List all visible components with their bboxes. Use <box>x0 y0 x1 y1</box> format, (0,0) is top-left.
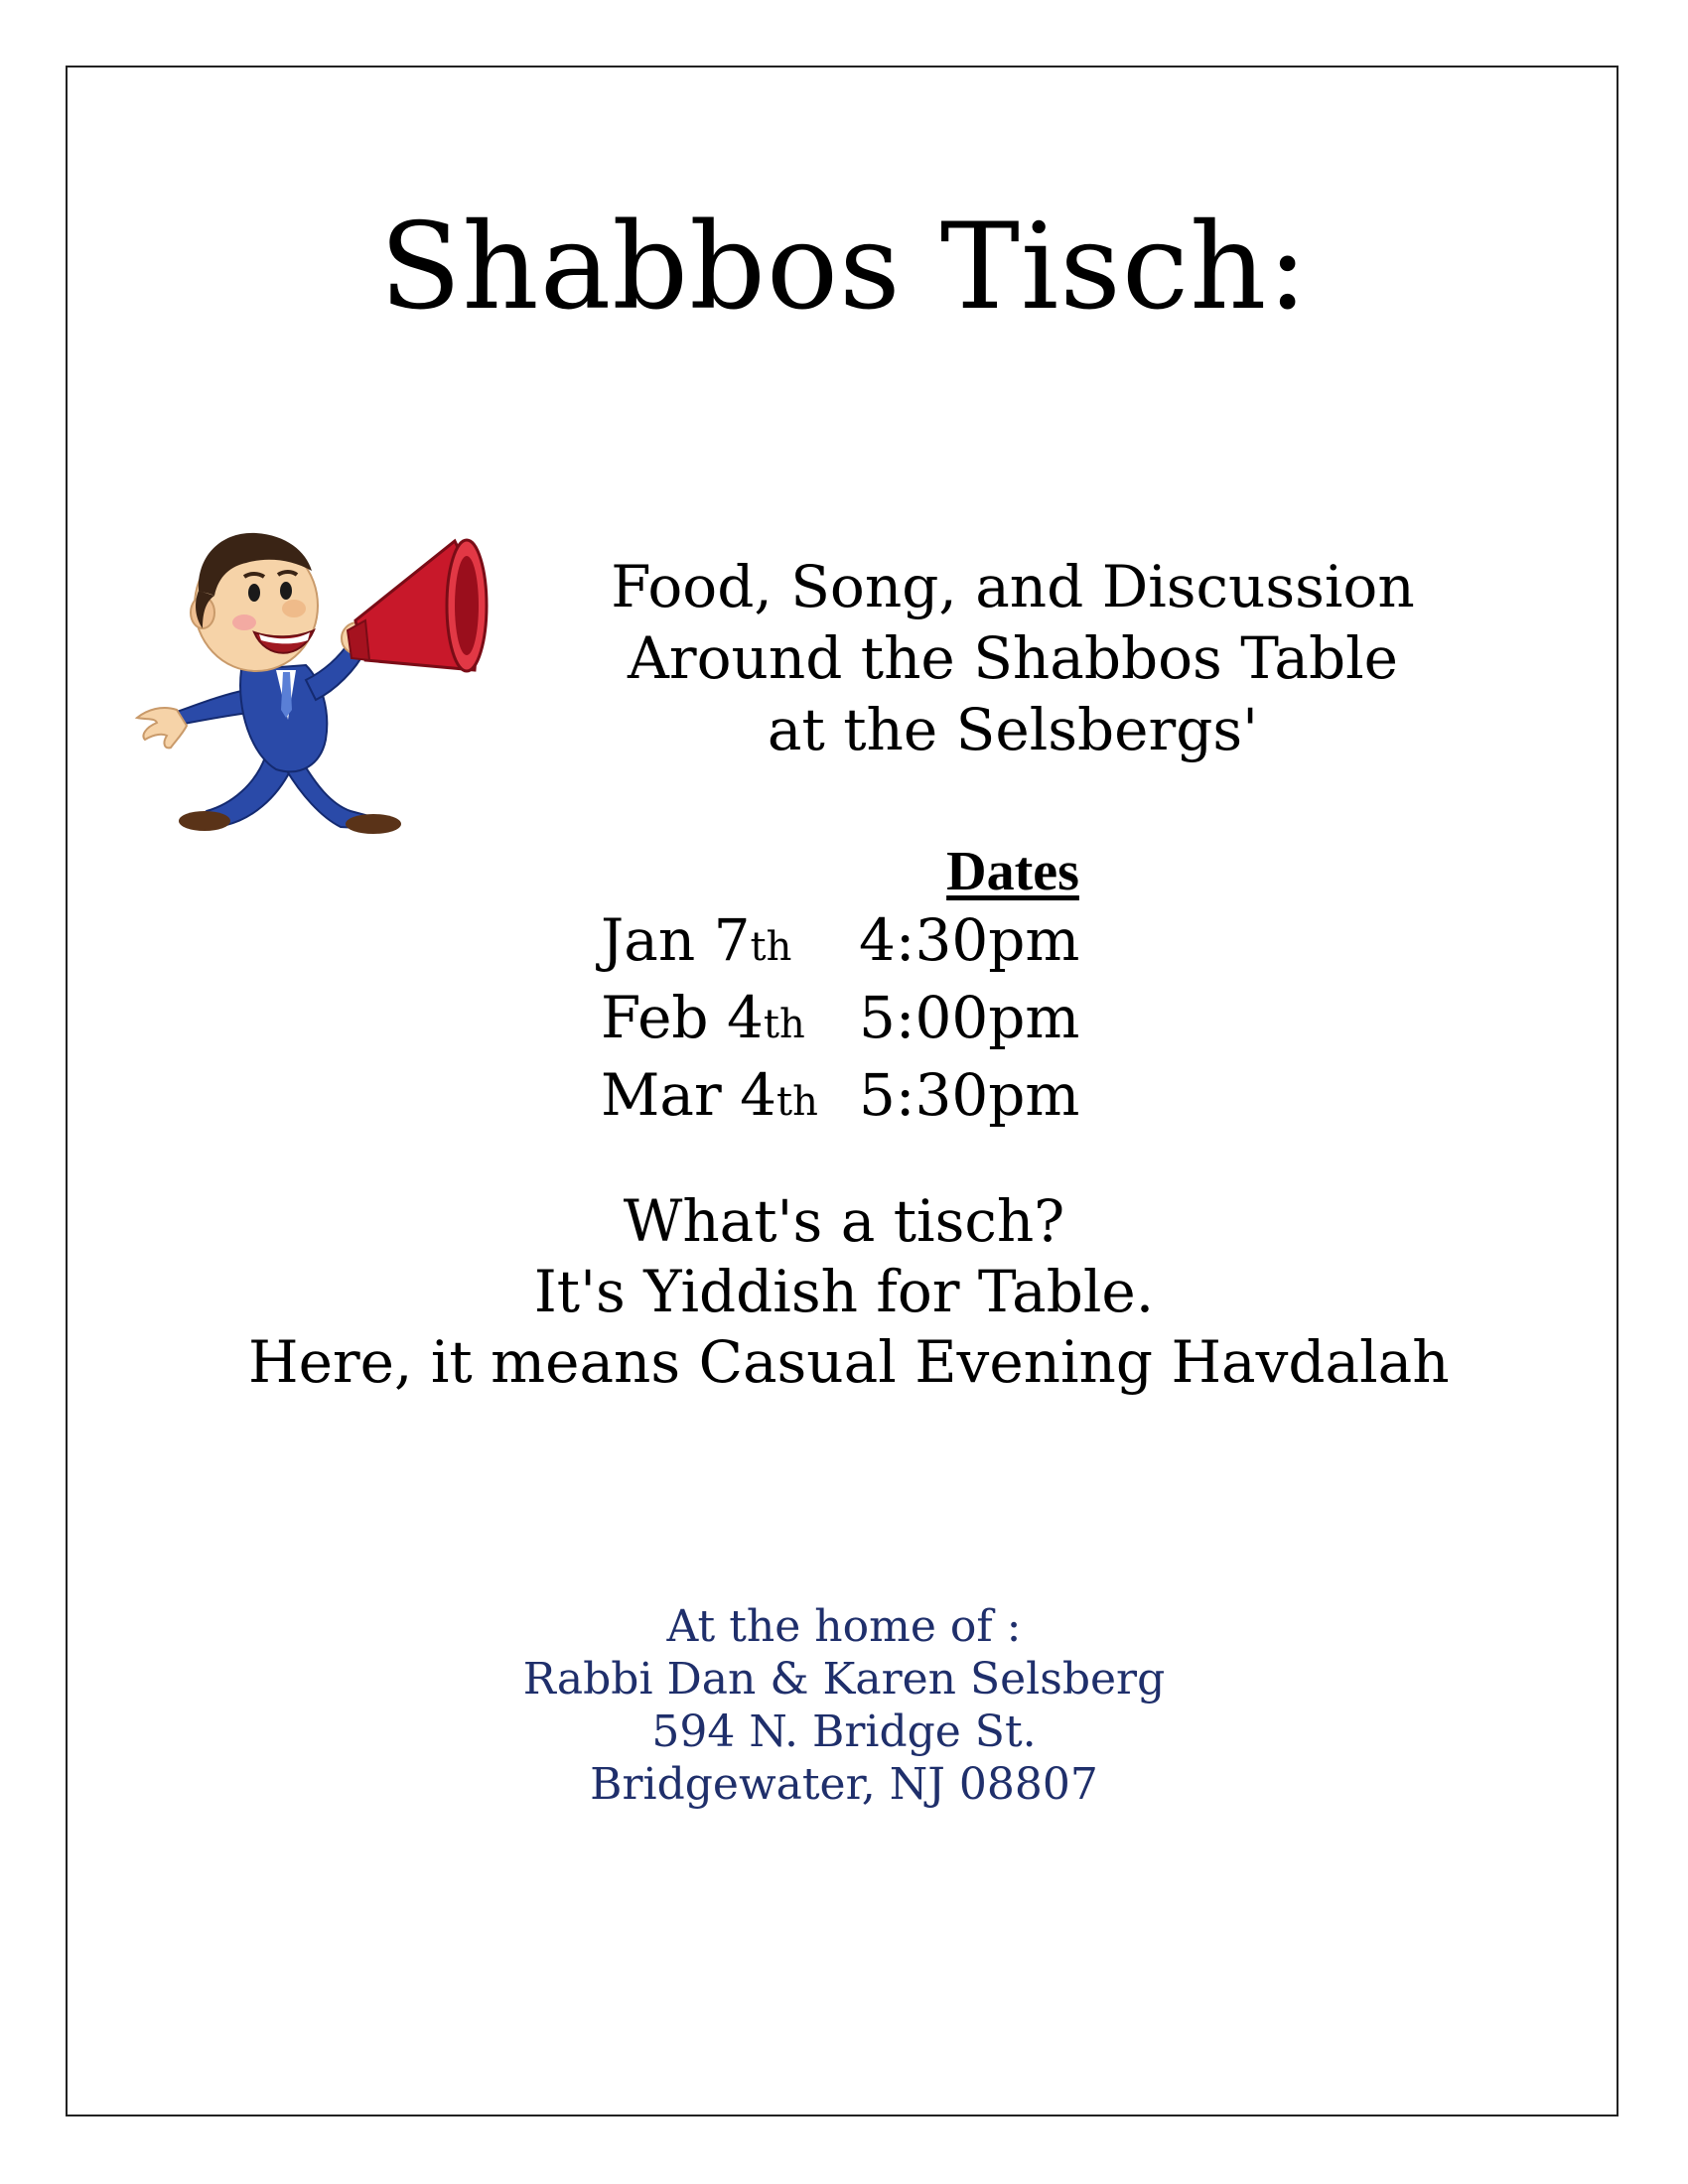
tisch-explanation <box>248 1186 1450 1398</box>
intro-line-3: at the Selsbergs' <box>767 696 1259 763</box>
date-time: 4:30pm <box>859 906 1080 974</box>
intro-line-2: Around the Shabbos Table <box>627 624 1399 692</box>
date-row <box>601 1060 1107 1138</box>
date-day: Jan 7th <box>601 906 792 974</box>
intro-line-1: Food, Song, and Discussion <box>611 553 1415 620</box>
date-day: Mar 4th <box>601 1061 818 1129</box>
date-time: 5:30pm <box>859 1061 1080 1129</box>
megaphone-man-illustration <box>127 521 514 849</box>
date-row <box>601 983 1107 1060</box>
host-label: At the home of : <box>666 1601 1022 1652</box>
tisch-question: What's a tisch? <box>623 1187 1065 1255</box>
tisch-answer: It's Yiddish for Table. <box>533 1258 1155 1325</box>
host-street: 594 N. Bridge St. <box>651 1706 1037 1757</box>
dates-list <box>601 905 1107 1138</box>
host-city: Bridgewater, NJ 08807 <box>590 1759 1098 1810</box>
date-time: 5:00pm <box>859 984 1080 1051</box>
tisch-meaning: Here, it means Casual Evening Havdalah <box>248 1328 1450 1396</box>
dates-heading: Dates <box>946 841 1079 902</box>
event-description <box>586 551 1440 765</box>
date-row <box>601 905 1107 983</box>
host-names: Rabbi Dan & Karen Selsberg <box>522 1654 1166 1705</box>
date-day: Feb 4th <box>601 984 805 1051</box>
page-title: Shabbos Tisch: <box>379 199 1309 337</box>
host-address <box>397 1600 1291 1811</box>
